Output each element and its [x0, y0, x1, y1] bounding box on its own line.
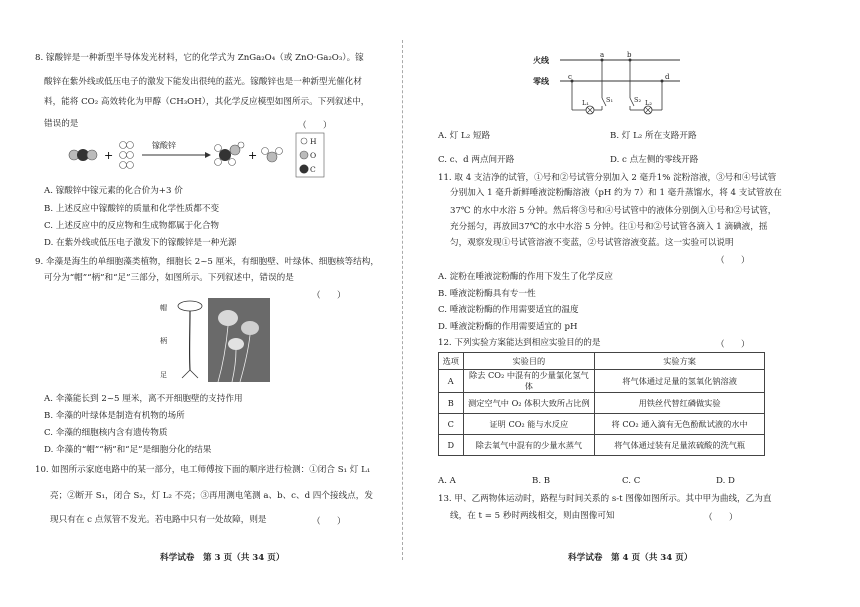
q11-option-c: C. 唾液淀粉酶的作用需要适宜的温度 — [438, 305, 579, 315]
q9-line1: 9. 伞藻是海生的单细胞藻类植物，细胞长 2~5 厘米，有细胞壁、叶绿体、细胞核等结构， — [35, 257, 379, 267]
switch-s1: S₁ — [606, 96, 614, 104]
q10-option-b: B. 灯 L₂ 所在支路开路 — [610, 131, 697, 141]
table-header-row — [439, 353, 765, 370]
point-d: d — [665, 73, 670, 81]
q8-option-b: B. 上述反应中镓酸锌的质量和化学性质都不变 — [44, 204, 220, 214]
q11-answer-paren: （ ） — [716, 256, 750, 266]
table-cell: 证明 CO₂ 能与水反应 — [463, 414, 595, 435]
q12-option-a: A. A — [438, 476, 456, 486]
q10-answer-paren: （ ） — [312, 517, 346, 527]
q11-line1: 11. 取 4 支洁净的试管，①号和②号试管分别加入 2 毫升1% 淀粉溶液，③号和④号试管 — [438, 173, 777, 183]
table-row — [439, 370, 765, 393]
q12-answer-paren: （ ） — [716, 340, 750, 350]
svg-text:+: + — [104, 149, 114, 162]
switch-s2: S₂ — [634, 96, 642, 104]
q8-line1: 8. 镓酸锌是一种新型半导体发光材料，它的化学式为 ZnGa₂O₄（或 ZnO·Ga₂O₃）。镓 — [35, 53, 364, 63]
svg-text:+: + — [248, 149, 258, 162]
q12-option-b: B. B — [532, 476, 551, 486]
q8-option-a: A. 镓酸锌中镓元素的化合价为+3 价 — [44, 186, 183, 196]
label-neutral-wire: 零线 — [533, 76, 549, 86]
q9-option-c: C. 伞藻的细胞核内含有遗传物质 — [44, 428, 168, 438]
q9-option-d: D. 伞藻的“帽”“柄”和“足”是细胞分化的结果 — [44, 445, 212, 455]
q11-line4: 充分摇匀，再放回37℃的水中水浴 5 分钟。往①号和②号试管各滴入 1 滴碘液，摇 — [450, 222, 768, 232]
catalyst-label: 镓酸锌 — [152, 141, 176, 150]
q13-line2: 线，在 t = 5 秒时两线相交，则由图像可知 — [450, 511, 615, 521]
lamp-l2: L₂ — [645, 99, 652, 107]
q8-line3: 料，能将 CO₂ 高效转化为甲醇（CH₃OH），其化学反应模型如图所示。下列叙述中， — [44, 97, 370, 107]
q10-option-c: C. c、d 两点间开路 — [438, 155, 515, 165]
table-cell: 除去氧气中混有的少量水蒸气 — [463, 435, 595, 456]
q8-option-d: D. 在紫外线或低压电子激发下的镓酸锌是一种光源 — [44, 238, 237, 248]
table-header-purpose: 实验目的 — [463, 353, 595, 370]
q13-line1: 13. 甲、乙两物体运动时，路程与时间关系的 s-t 图像如图所示。其中甲为曲线，乙为直 — [438, 494, 772, 504]
point-a: a — [600, 51, 605, 59]
acetabularia-figure — [152, 298, 272, 383]
experiment-table — [438, 352, 765, 456]
q10-line1: 10. 如图所示家庭电路中的某一部分，电工师傅按下面的顺序进行检测：①闭合 S₁ 灯 L₁ — [35, 465, 371, 475]
q8-line2: 酸锌在紫外线或低压电子的激发下能发出很纯的蓝光。镓酸锌也是一种新型光催化材 — [44, 77, 362, 87]
label-stalk: 柄 — [160, 337, 167, 345]
q8-answer-paren: （ ） — [298, 121, 332, 131]
table-row — [439, 393, 765, 414]
legend-o: O — [310, 151, 317, 160]
point-b: b — [627, 51, 632, 59]
q10-line2: 亮；②断开 S₁，闭合 S₂，灯 L₂ 不亮；③再用测电笔测 a、b、c、d 四个接线点，发 — [50, 491, 373, 501]
q9-line2: 可分为“帽”“柄”和“足”三部分，如图所示。下列叙述中，错误的是 — [44, 273, 294, 283]
table-row — [439, 435, 765, 456]
table-cell: 测定空气中 O₂ 体积大致所占比例 — [463, 393, 595, 414]
q12-option-d: D. D — [716, 476, 735, 486]
label-live-wire: 火线 — [533, 55, 549, 65]
q10-line3: 现只有在 c 点氖管不发光。若电路中只有一处故障，则是 — [50, 515, 267, 525]
table-cell: C — [439, 414, 464, 435]
q11-line3: 37℃ 的水中水浴 5 分钟。然后将③号和④号试管中的液体分别倒入①号和②号试管， — [450, 206, 777, 216]
q9-option-a: A. 伞藻能长到 2~5 厘米，离不开细胞壁的支持作用 — [44, 394, 243, 404]
table-cell: 用铁丝代替红磷做实验 — [595, 393, 765, 414]
circuit-diagram — [530, 50, 700, 120]
table-row — [439, 414, 765, 435]
table-cell: 将气体通过装有足量浓硫酸的洗气瓶 — [595, 435, 765, 456]
table-header-option: 选项 — [439, 353, 464, 370]
table-cell: D — [439, 435, 464, 456]
legend-c: C — [310, 165, 316, 174]
q10-option-a: A. 灯 L₂ 短路 — [438, 131, 491, 141]
q10-option-d: D. c 点左侧的零线开路 — [610, 155, 699, 165]
q11-line5: 匀，观察发现①号试管溶液不变蓝，②号试管溶液变蓝。这一实验可以说明 — [450, 238, 734, 248]
lamp-l1: L₁ — [582, 99, 589, 107]
table-cell: 除去 CO₂ 中混有的少量氯化氢气体 — [463, 370, 595, 393]
q8-option-c: C. 上述反应中的反应物和生成物都属于化合物 — [44, 221, 220, 231]
table-cell: A — [439, 370, 464, 393]
label-foot: 足 — [160, 371, 167, 379]
left-footer: 科学试卷 第 3 页（共 34 页） — [160, 553, 285, 563]
legend-h: H — [310, 137, 317, 146]
q11-option-a: A. 淀粉在唾液淀粉酶的作用下发生了化学反应 — [438, 272, 613, 282]
label-cap: 帽 — [160, 304, 167, 312]
table-cell: B — [439, 393, 464, 414]
q11-line2: 分别加入 1 毫升新鲜唾液淀粉酶溶液（pH 约为 7）和 1 毫升蒸馏水，将 4 支试管放在 — [450, 188, 782, 198]
page-divider — [402, 40, 403, 560]
q9-option-b: B. 伞藻的叶绿体是制造有机物的场所 — [44, 411, 185, 421]
right-footer: 科学试卷 第 4 页（共 34 页） — [568, 553, 693, 563]
q12-option-c: C. C — [622, 476, 641, 486]
q9-answer-paren: （ ） — [312, 291, 346, 301]
table-header-plan: 实验方案 — [595, 353, 765, 370]
q13-answer-paren: （ ） — [704, 513, 738, 523]
point-c: c — [568, 73, 572, 81]
table-cell: 将 CO₂ 通入滴有无色酚酞试液的水中 — [595, 414, 765, 435]
table-cell: 将气体通过足量的氢氧化钠溶液 — [595, 370, 765, 393]
q11-option-b: B. 唾液淀粉酶具有专一性 — [438, 289, 536, 299]
q8-line4: 错误的是 — [44, 119, 79, 129]
q12-stem: 12. 下列实验方案能达到相应实验目的的是 — [438, 338, 601, 348]
q11-option-d: D. 唾液淀粉酶的作用需要适宜的 pH — [438, 322, 578, 332]
